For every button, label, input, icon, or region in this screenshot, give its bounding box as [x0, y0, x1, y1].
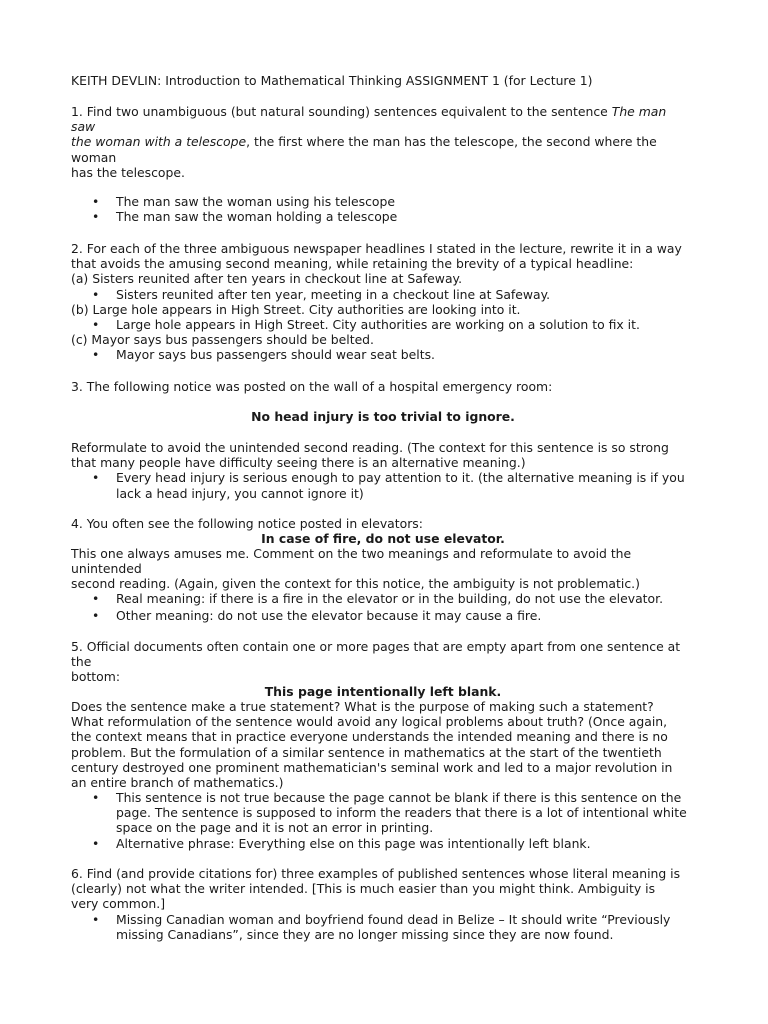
question-5-body [71, 699, 711, 790]
paragraph-line: second reading. (Again, given the context for this notice, the ambiguity is not problematic.) [71, 576, 640, 592]
list-item: • This sentence is not true because the page cannot be blank if there is this sentence on the page. The sentence is supposed to inform the readers that there is a lot of intentional white space on the page and it is not an error in printing. [92, 790, 687, 836]
question-4-body [71, 546, 711, 592]
paragraph-line: that many people have difficulty seeing there is an alternative meaning.) [71, 455, 526, 471]
headline: (b) Large hole appears in High Street. City authorities are looking into it. [71, 301, 521, 317]
question-2 [71, 241, 711, 363]
paragraph-line: bottom: [71, 669, 120, 685]
question-6-answers [71, 912, 711, 942]
list-item: • Real meaning: if there is a fire in the elevator or in the building, do not use the elevator. [92, 591, 664, 606]
question-5-answers [71, 790, 711, 851]
question-1-answers [71, 194, 711, 224]
question-6-intro [71, 866, 711, 912]
list-item: • Alternative phrase: Everything else on this page was intentionally left blank. [92, 835, 591, 851]
question-3-body [71, 440, 711, 501]
paragraph-line: the context means that in practice everyone understands the intended meaning and there is no [71, 729, 668, 745]
paragraph-line: very common.] [71, 896, 166, 912]
list-item: • Sisters reunited after ten year, meeting in a checkout line at Safeway. [92, 286, 551, 302]
paragraph-line: Does the sentence make a true statement? What is the purpose of making such a statement? [71, 699, 654, 714]
list-item: • The man saw the woman holding a telescope [92, 209, 398, 225]
paragraph-line: an entire branch of mathematics.) [71, 775, 284, 791]
paragraph-line: What reformulation of the sentence would avoid any logical problems about truth? (Once again, [71, 714, 668, 730]
list-item: • Large hole appears in High Street. City authorities are working on a solution to fix it. [92, 317, 640, 333]
question-1-line: has the telescope. [71, 164, 185, 180]
paragraph-line: that avoids the amusing second meaning, while retaining the brevity of a typical headline: [71, 256, 634, 272]
headline: (c) Mayor says bus passengers should be belted. [71, 332, 374, 348]
question-1-line: woman [71, 149, 117, 165]
notice-text: In case of fire, do not use elevator. [261, 531, 505, 546]
question-1 [71, 104, 711, 180]
paragraph-line: century destroyed one prominent mathematician's seminal work and led to a major revolution in [71, 759, 673, 775]
question-4-intro: 4. You often see the following notice posted in elevators: [71, 516, 423, 531]
list-item: • The man saw the woman using his telescope [92, 194, 395, 209]
list-item: • Every head injury is serious enough to pay attention to it. (the alternative meaning is if you lack a head injury, you cannot ignore it) [92, 470, 685, 501]
headline: (a) Sisters reunited after ten years in checkout line at Safeway. [71, 271, 463, 287]
paragraph-line: unintended [71, 561, 142, 577]
paragraph-line: Reformulate to avoid the unintended second reading. (The context for this sentence is so strong [71, 440, 669, 455]
question-3-intro: 3. The following notice was posted on the wall of a hospital emergency room: [71, 379, 553, 394]
paragraph-line: 6. Find (and provide citations for) three examples of published sentences whose literal meaning is [71, 866, 681, 881]
paragraph-line: 2. For each of the three ambiguous newspaper headlines I stated in the lecture, rewrite it in a way [71, 241, 682, 256]
list-item: • Other meaning: do not use the elevator because it may cause a fire. [92, 608, 542, 624]
paragraph-line: the [71, 654, 92, 670]
question-1-line: the woman with a telescope, the first where the man has the telescope, the second where the [71, 134, 657, 150]
notice-text: No head injury is too trivial to ignore. [251, 409, 515, 424]
question-1-line: saw [71, 119, 96, 135]
paragraph-line: 5. Official documents often contain one or more pages that are empty apart from one sentence at [71, 639, 681, 654]
list-item: • Mayor says bus passengers should wear seat belts. [92, 347, 435, 363]
list-item: • Missing Canadian woman and boyfriend found dead in Belize – It should write “Previously missing Canadians”, since they are no longer missing since they are now found. [92, 912, 671, 943]
question-1-line: 1. Find two unambiguous (but natural sounding) sentences equivalent to the sentence The man [71, 104, 667, 119]
notice-text: This page intentionally left blank. [264, 684, 502, 699]
question-5-intro [71, 639, 711, 685]
paragraph-line: (clearly) not what the writer intended. [This is much easier than you might think. Ambiguity is [71, 881, 656, 897]
paragraph-line: problem. But the formulation of a similar sentence in mathematics at the start of the twentieth [71, 744, 662, 760]
question-4-answers [71, 591, 711, 623]
document-title: KEITH DEVLIN: Introduction to Mathematical Thinking ASSIGNMENT 1 (for Lecture 1) [71, 73, 593, 88]
paragraph-line: This one always amuses me. Comment on the two meanings and reformulate to avoid the [71, 546, 632, 561]
